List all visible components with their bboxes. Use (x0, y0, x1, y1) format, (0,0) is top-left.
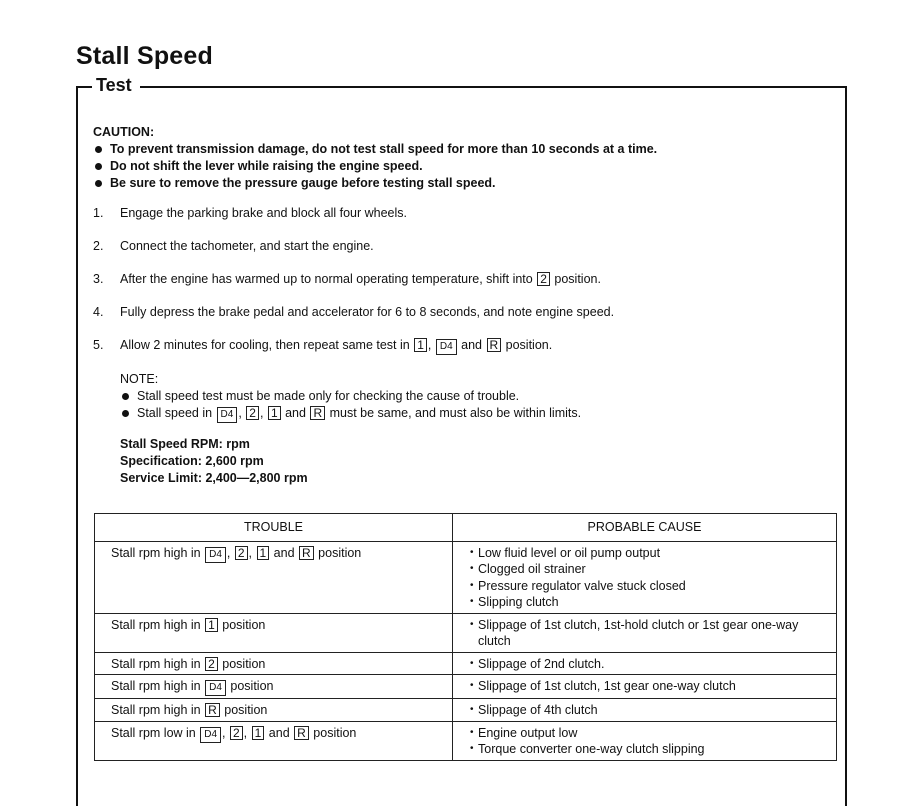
caution-item: To prevent transmission damage, do not test stall speed for more than 10 seconds at a time. (93, 141, 657, 158)
caution-list (93, 141, 657, 192)
table-row (95, 699, 837, 722)
position-box: 1 (205, 618, 218, 632)
cause-cell: • Slippage of 1st clutch, 1st-hold clutch or 1st gear one-way clutch (453, 613, 837, 652)
caution-block (93, 124, 657, 192)
trouble-cell: Stall rpm high in R position (95, 699, 453, 722)
stall-speed-specs (120, 436, 308, 487)
position-box: D4 (217, 407, 238, 423)
cause-cell: • Slippage of 2nd clutch. (453, 652, 837, 675)
position-box: D4 (205, 547, 226, 563)
caution-item: Be sure to remove the pressure gauge before testing stall speed. (93, 175, 657, 192)
position-box: 1 (268, 406, 281, 420)
step-1: 1. Engage the parking brake and block all four wheels. (93, 206, 407, 220)
trouble-cell: Stall rpm high in 1 position (95, 613, 453, 652)
position-box: 2 (235, 546, 248, 560)
table-row (95, 613, 837, 652)
note-block (120, 371, 581, 423)
step-5: 5. Allow 2 minutes for cooling, then repeat same test in 1 , D4 and R position. (93, 338, 552, 355)
position-box: 1 (252, 726, 265, 740)
note-item: Stall speed in D4 , 2 , 1 and R must be same, and must also be within limits. (120, 405, 581, 423)
service-limit: Service Limit: 2,400—2,800 rpm (120, 471, 308, 485)
bullet-icon (122, 410, 129, 417)
table-header-row (95, 514, 837, 542)
caution-heading: CAUTION: (93, 125, 155, 139)
step-2: 2. Connect the tachometer, and start the engine. (93, 239, 374, 253)
page-title: Stall Speed (76, 42, 213, 70)
position-box: 2 (205, 657, 218, 671)
cause-cell: • Slippage of 4th clutch (453, 699, 837, 722)
header-probable-cause: PROBABLE CAUSE (453, 514, 837, 542)
step-4: 4. Fully depress the brake pedal and accelerator for 6 to 8 seconds, and note engine speed. (93, 305, 615, 319)
position-box: 1 (414, 338, 427, 352)
cause-cell: • Low fluid level or oil pump output • Clogged oil strainer • Pressure regulator valve stuck closed • Slipping clutch (453, 541, 837, 613)
position-box: 2 (537, 272, 550, 286)
bullet-icon (95, 180, 102, 187)
rpm-label: Stall Speed RPM: rpm (120, 437, 250, 451)
table-row (95, 675, 837, 699)
trouble-cell: Stall rpm high in 2 position (95, 652, 453, 675)
position-box: R (205, 703, 220, 717)
position-box: 2 (246, 406, 259, 420)
position-box: R (487, 338, 502, 352)
bullet-icon (122, 393, 129, 400)
header-trouble: TROUBLE (95, 514, 453, 542)
note-item: Stall speed test must be made only for checking the cause of trouble. (120, 388, 581, 405)
position-box: 2 (230, 726, 243, 740)
position-box: 1 (257, 546, 270, 560)
trouble-cell: Stall rpm low in D4 , 2 , 1 and R position (95, 721, 453, 760)
table-row (95, 652, 837, 675)
table-row (95, 721, 837, 760)
section-label: Test (92, 75, 140, 96)
trouble-cell: Stall rpm high in D4 , 2 , 1 and R position (95, 541, 453, 613)
bullet-icon (95, 163, 102, 170)
bullet-icon (95, 146, 102, 153)
position-box: R (294, 726, 309, 740)
troubleshooting-table (94, 513, 837, 761)
step-3: 3. After the engine has warmed up to normal operating temperature, shift into 2 position. (93, 272, 601, 286)
position-box: R (310, 406, 325, 420)
specification: Specification: 2,600 rpm (120, 454, 264, 468)
trouble-cell: Stall rpm high in D4 position (95, 675, 453, 699)
position-box: D4 (200, 727, 221, 743)
table-row (95, 541, 837, 613)
position-box: D4 (436, 339, 457, 355)
position-box: R (299, 546, 314, 560)
caution-item: Do not shift the lever while raising the engine speed. (93, 158, 657, 175)
position-box: D4 (205, 680, 226, 696)
cause-cell: • Slippage of 1st clutch, 1st gear one-way clutch (453, 675, 837, 699)
cause-cell: • Engine output low • Torque converter one-way clutch slipping (453, 721, 837, 760)
note-heading: NOTE: (120, 372, 159, 386)
note-list (120, 388, 581, 423)
